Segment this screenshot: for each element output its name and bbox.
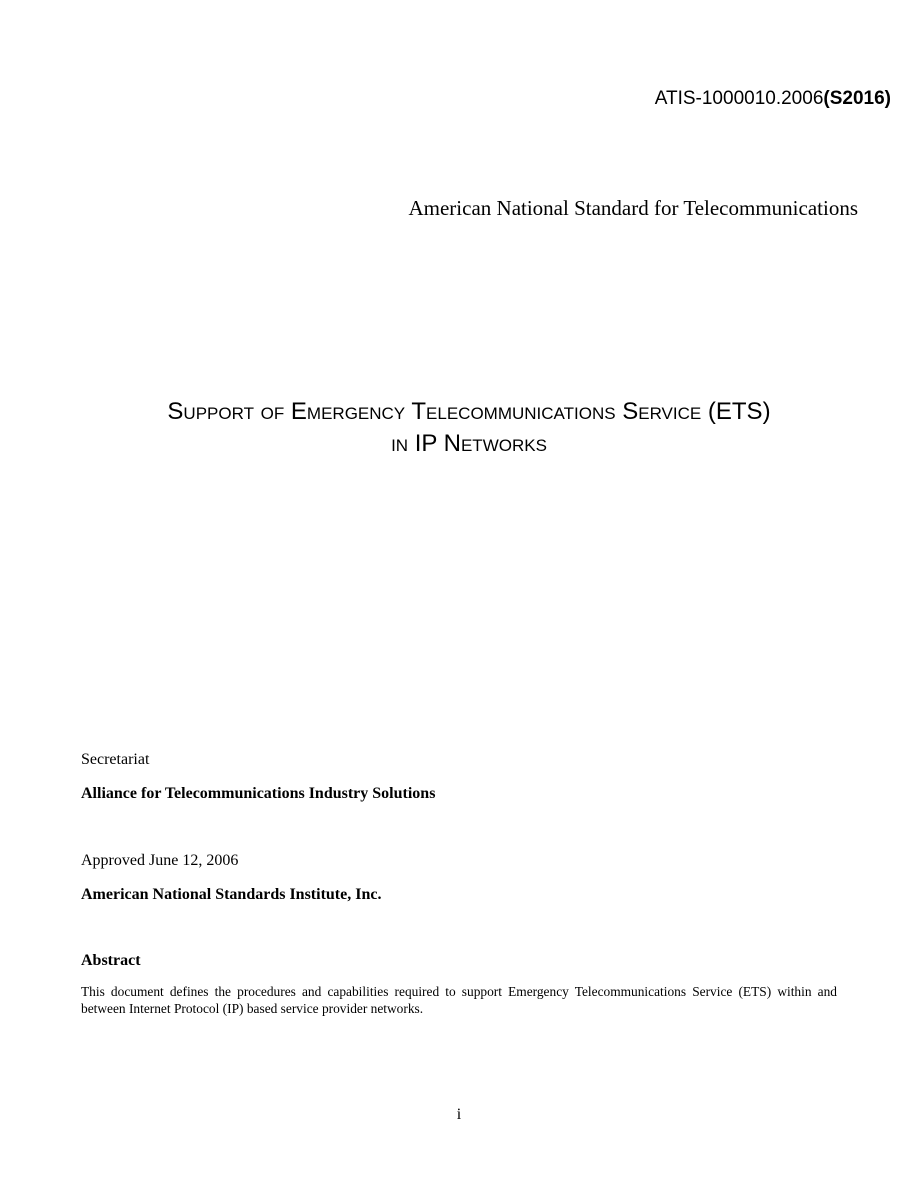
secretariat-organization: Alliance for Telecommunications Industry Solutions [81, 785, 436, 802]
secretariat-label: Secretariat [81, 751, 150, 768]
stabilization-tag: (S2016) [823, 88, 891, 109]
standard-heading: American National Standard for Telecommunications [408, 196, 858, 220]
abstract-text: This document defines the procedures and capabilities required to support Emergency Telecommunications Service (ETS) within and between Internet Protocol (IP) based service provider networks. [81, 984, 837, 1016]
document-identifier [655, 88, 891, 110]
document-title [0, 396, 918, 460]
document-number: ATIS-1000010.2006 [654, 88, 824, 109]
abstract-heading: Abstract [81, 952, 141, 969]
approval-date: Approved June 12, 2006 [81, 852, 239, 869]
title-line-2: in IP Networks [391, 430, 547, 457]
title-line-1: Support of Emergency Telecommunications Service (ETS) [167, 398, 771, 425]
page-number: i [456, 1106, 462, 1123]
approval-organization: American National Standards Institute, Inc. [81, 886, 382, 903]
